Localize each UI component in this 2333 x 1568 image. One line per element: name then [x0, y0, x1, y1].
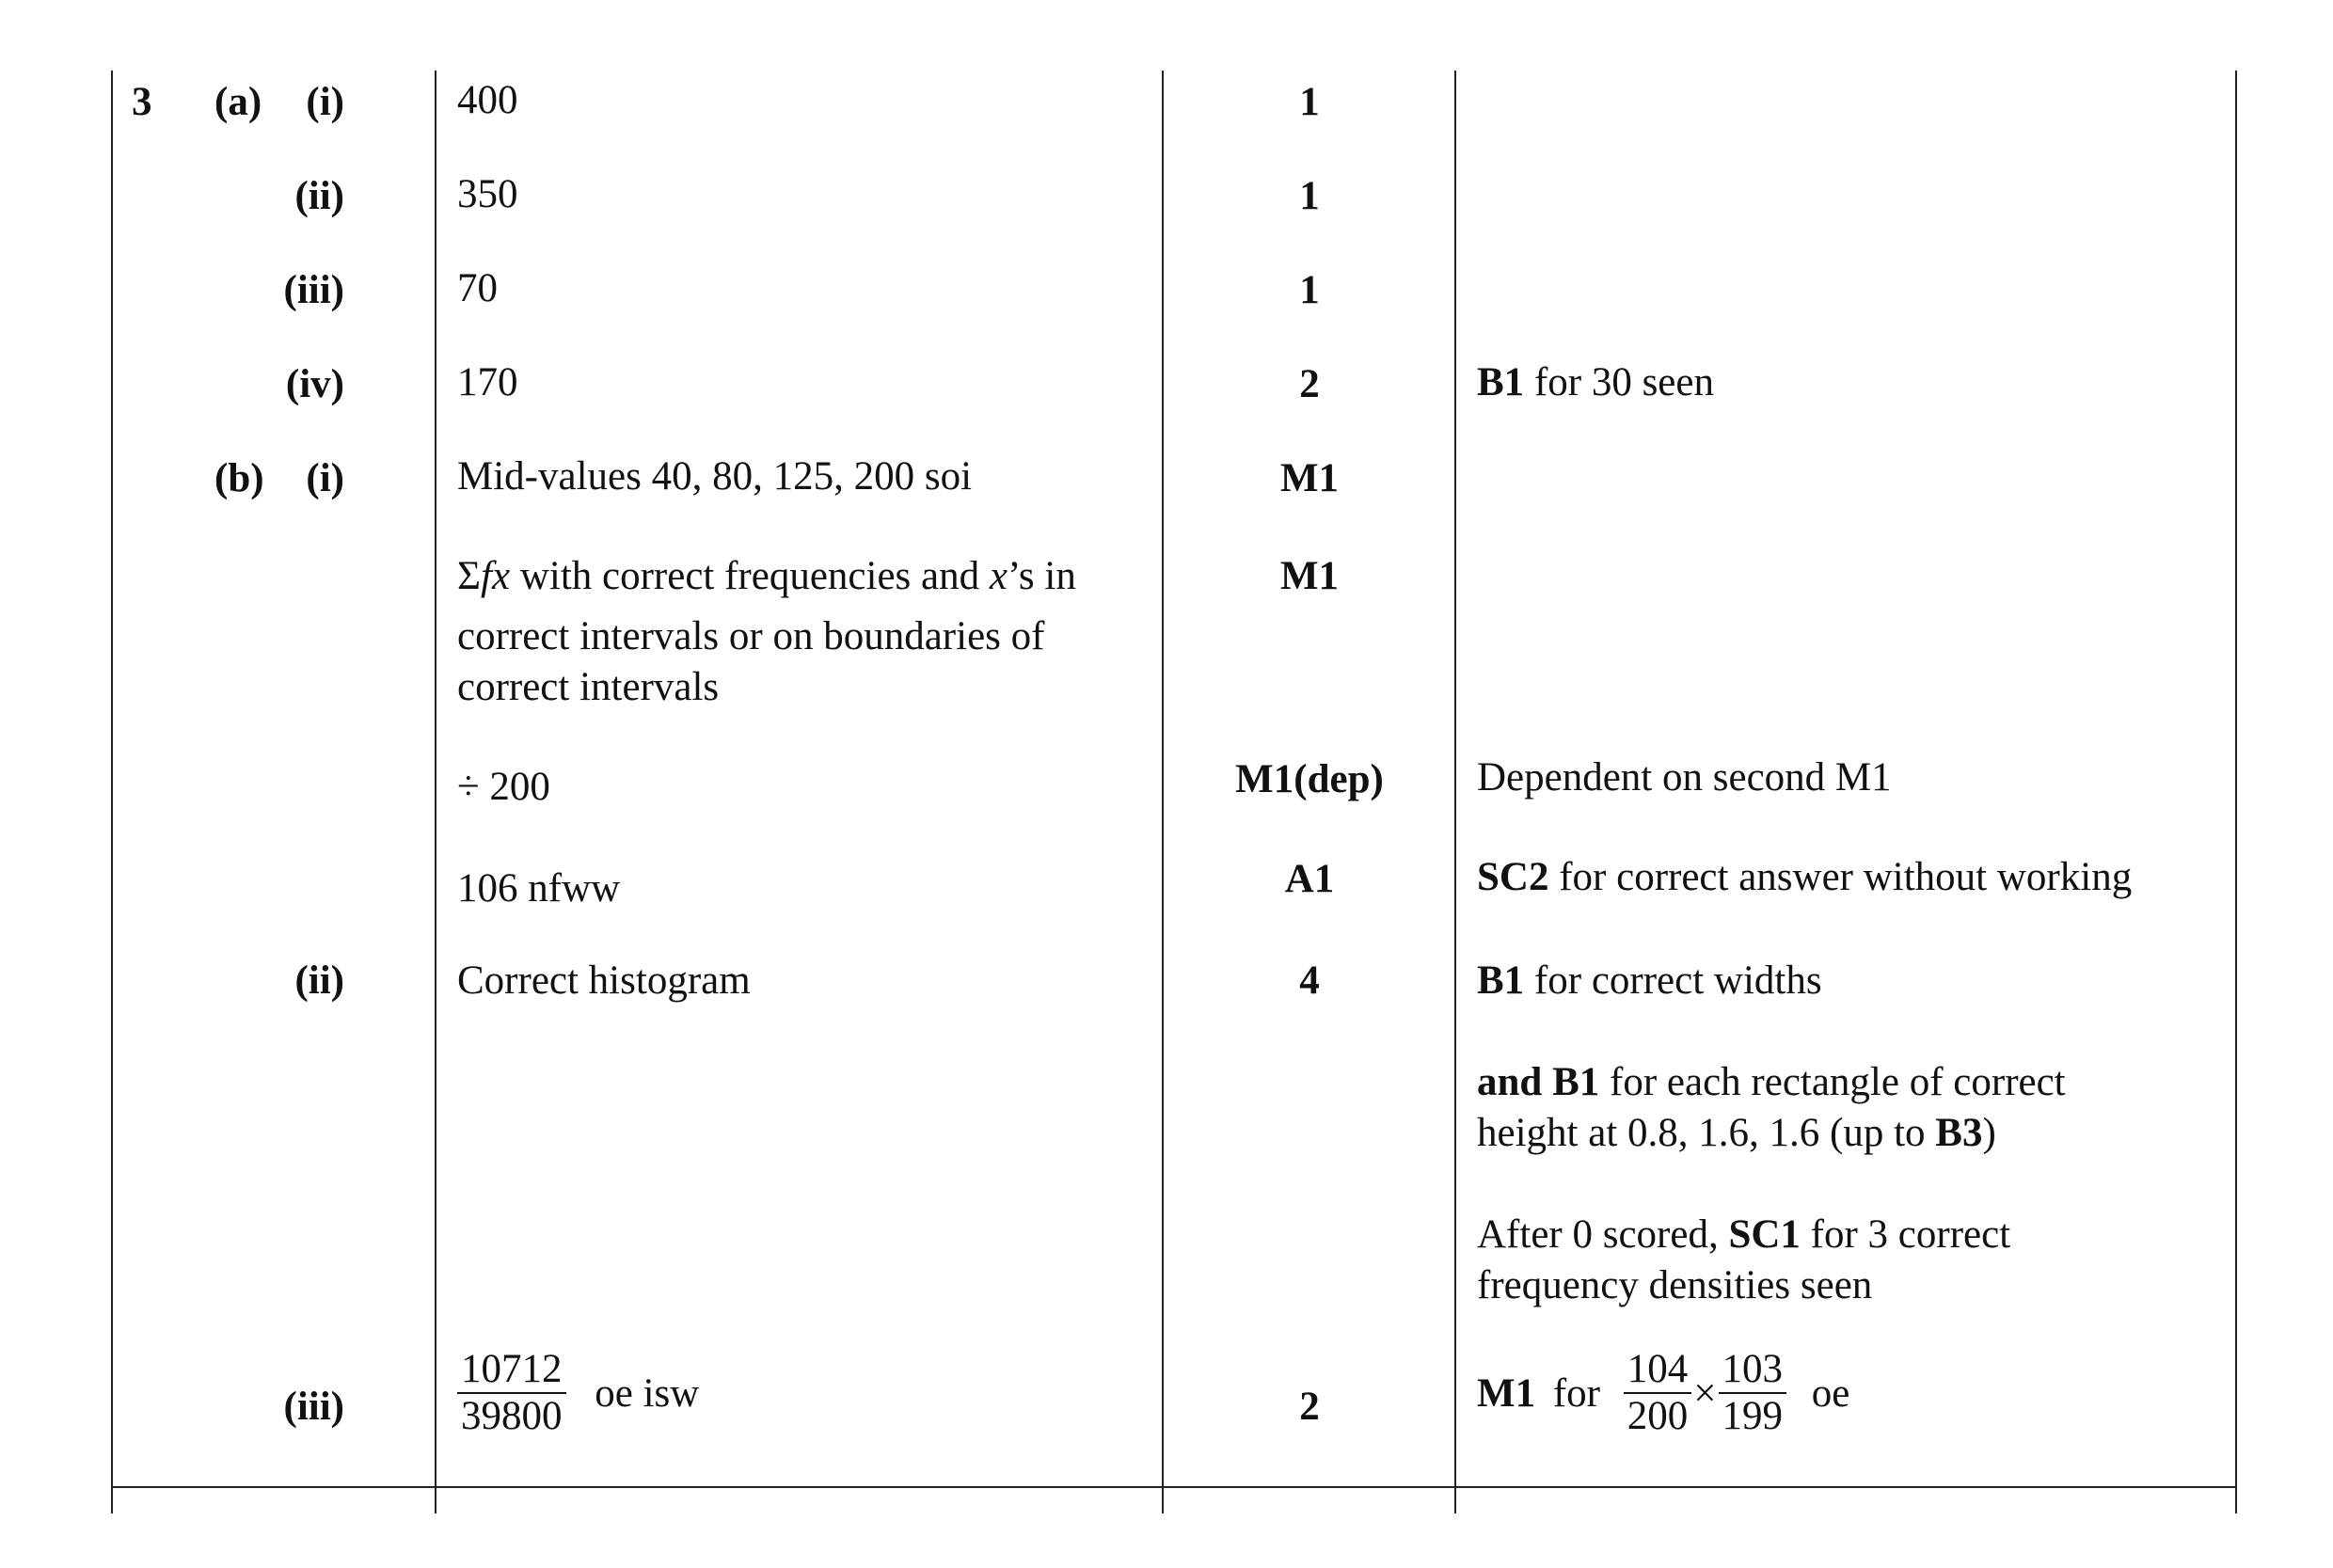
subpart-b-ii: (ii) — [294, 958, 344, 1003]
mark-a-i: 1 — [1299, 80, 1320, 124]
mark-a-iv: 2 — [1299, 362, 1320, 406]
guidance-fraction-2-denominator: 199 — [1722, 1394, 1783, 1438]
guidance-fraction-1-denominator: 200 — [1627, 1394, 1689, 1438]
sigma-symbol: Σ — [457, 554, 482, 598]
answer-a-iv: 170 — [457, 360, 518, 404]
answer-a-i: 400 — [457, 78, 518, 122]
guidance-b-ii-widths-text: for correct widths — [1524, 958, 1822, 1003]
answer-b-i-final: 106 nfww — [457, 866, 621, 911]
subpart-a-iii: (iii) — [283, 268, 344, 312]
part-b-label: (b) — [214, 456, 264, 500]
guidance-b-i-4-code: SC2 — [1477, 855, 1549, 899]
answer-b-i-sum-fx — [457, 551, 1076, 602]
mark-b-ii: 4 — [1299, 958, 1320, 1003]
guidance-b-ii-special — [1477, 1210, 2010, 1260]
guidance-b-ii-heights-line2 — [1477, 1108, 1996, 1159]
mark-b-iii: 2 — [1299, 1385, 1320, 1429]
subpart-b-i: (i) — [306, 456, 344, 500]
guidance-b-ii-widths-code: B1 — [1477, 958, 1525, 1003]
part-a-label: (a) — [214, 80, 262, 124]
guidance-b-ii-special-a: After 0 scored, — [1477, 1212, 1729, 1257]
mark-b-i-1: M1 — [1279, 456, 1340, 500]
fraction-denominator: 39800 — [461, 1394, 563, 1438]
mark-a-ii: 1 — [1299, 174, 1320, 218]
column-divider-answer — [435, 71, 436, 1513]
answer-a-ii: 350 — [457, 172, 518, 216]
guidance-b-iii-for: for — [1552, 1370, 1600, 1416]
subpart-a-i: (i) — [306, 80, 344, 124]
times-symbol: × — [1693, 1370, 1717, 1416]
guidance-b-i-3: Dependent on second M1 — [1477, 755, 1892, 800]
table-bottom-rule — [111, 1486, 2237, 1488]
subpart-a-ii: (ii) — [294, 174, 344, 218]
answer-b-i-sum-fx-line2: correct intervals or on boundaries of — [457, 614, 1045, 658]
sum-fx-text-b: ’s in — [1007, 554, 1076, 598]
guidance-b-ii-widths — [1477, 956, 1822, 1006]
guidance-b-ii-heights — [1477, 1057, 2066, 1108]
mark-b-i-2: M1 — [1279, 554, 1340, 598]
table-border-right — [2235, 71, 2237, 1513]
sum-fx-text-a: with correct frequencies and — [510, 554, 990, 598]
fraction-numerator: 10712 — [457, 1351, 566, 1394]
fx-symbol: fx — [481, 554, 511, 598]
answer-b-i-midvalues: Mid-values 40, 80, 125, 200 soi — [457, 454, 973, 499]
guidance-b-ii-heights-line2-b: ) — [1982, 1111, 1996, 1155]
subpart-b-iii: (iii) — [283, 1385, 344, 1429]
answer-b-iii — [457, 1347, 700, 1438]
guidance-b-iii — [1477, 1347, 1850, 1438]
guidance-b-i-4 — [1477, 852, 2132, 903]
guidance-b-iii-oe: oe — [1811, 1370, 1850, 1416]
guidance-b-ii-heights-line2-a: height at 0.8, 1.6, 1.6 (up to — [1477, 1111, 1936, 1155]
mark-b-i-4: A1 — [1284, 857, 1335, 901]
guidance-a-iv-code: B1 — [1477, 360, 1525, 404]
answer-b-ii: Correct histogram — [457, 958, 751, 1003]
guidance-a-iv-text: for 30 seen — [1524, 360, 1714, 404]
guidance-b-ii-special-line2: frequency densities seen — [1477, 1263, 1873, 1307]
answer-b-i-sum-fx-line3: correct intervals — [457, 665, 720, 709]
guidance-b-ii-special-code: SC1 — [1728, 1212, 1801, 1257]
guidance-b-ii-heights-line2-code: B3 — [1935, 1111, 1983, 1155]
guidance-b-ii-heights-text: for each rectangle of correct — [1599, 1060, 2066, 1104]
answer-b-iii-rest: oe isw — [595, 1370, 700, 1416]
mark-b-i-3: M1(dep) — [1235, 757, 1384, 801]
guidance-b-ii-heights-code: and B1 — [1477, 1060, 1600, 1104]
guidance-fraction-1 — [1624, 1347, 1692, 1438]
guidance-b-i-4-text: for correct answer without working — [1548, 855, 2133, 899]
subpart-a-iv: (iv) — [285, 362, 344, 406]
guidance-fraction-2 — [1719, 1347, 1787, 1438]
question-number: 3 — [132, 80, 152, 124]
x-symbol: x — [989, 554, 1008, 598]
guidance-b-iii-code: M1 — [1477, 1370, 1536, 1416]
guidance-a-iv — [1477, 357, 1714, 408]
guidance-fraction-2-numerator: 103 — [1719, 1351, 1787, 1394]
guidance-fraction-1-numerator: 104 — [1624, 1351, 1692, 1394]
answer-fraction — [457, 1347, 566, 1438]
answer-b-i-divide: ÷ 200 — [457, 765, 550, 809]
guidance-b-ii-special-b: for 3 correct — [1800, 1212, 2011, 1257]
answer-a-iii: 70 — [457, 266, 498, 310]
mark-a-iii: 1 — [1299, 268, 1320, 312]
